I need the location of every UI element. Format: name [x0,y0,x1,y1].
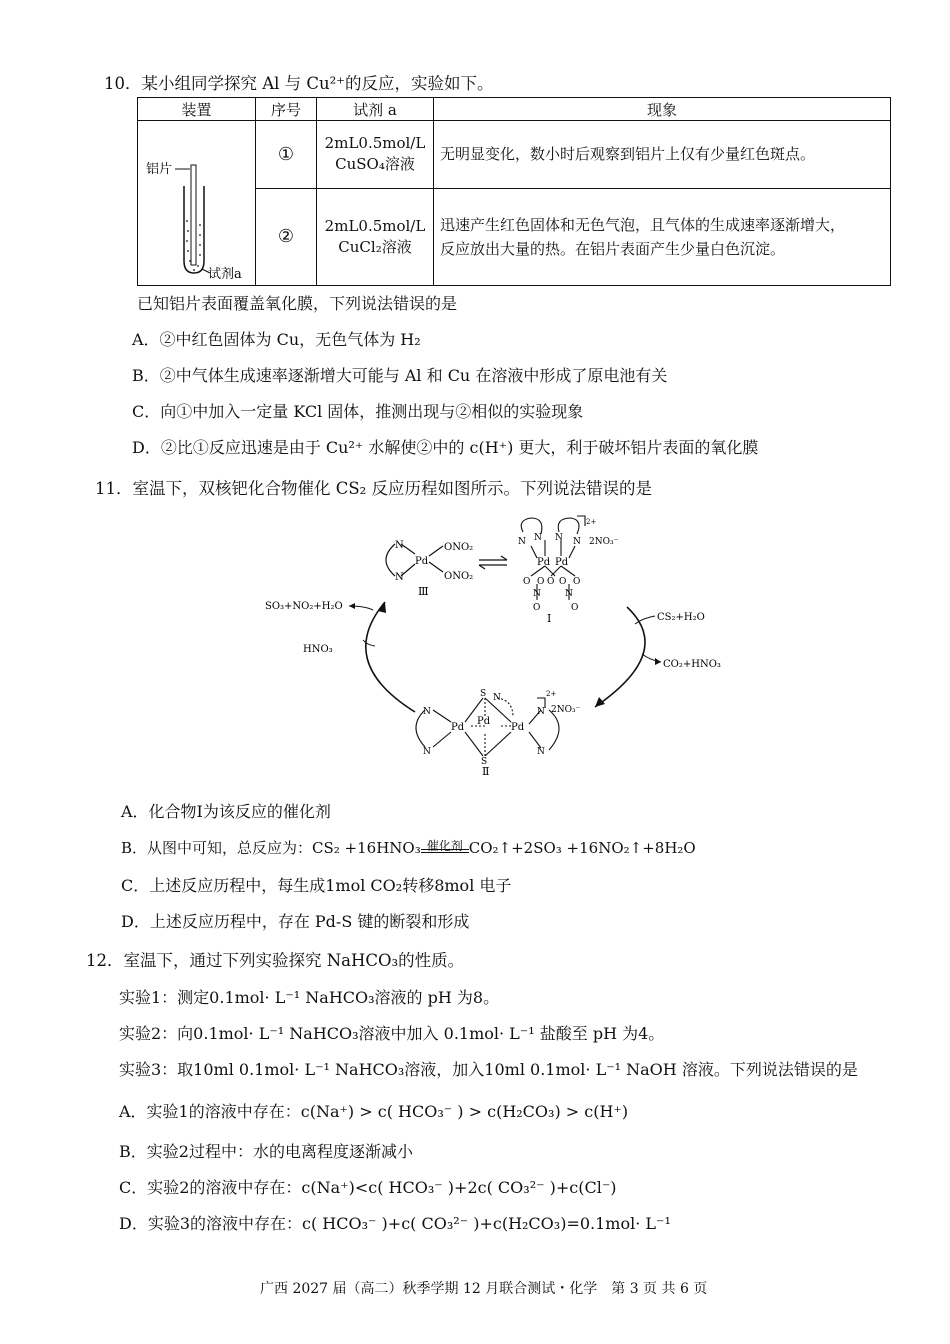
ono2-lower: ONO₂ [444,571,474,582]
svg-text:2+: 2+ [586,518,597,526]
header-reagent: 试剂 a [317,98,434,121]
counter-ion-i: 2NO₃⁻ [589,537,619,547]
q10-prompt: 已知铝片表面覆盖氧化膜，下列说法错误的是 [137,294,458,313]
left-cycle-arrow [366,602,415,712]
svg-text:O: O [559,577,567,587]
catalyst-arrow [421,839,469,858]
svg-text:Pd: Pd [451,722,465,733]
svg-text:N: N [534,533,542,543]
q10-option-c[interactable]: C．向①中加入一定量 KCl 固体，推测出现与②相似的实验现象 [132,402,584,421]
svg-text:N: N [423,707,431,717]
q12-experiment-3: 实验3：取10ml 0.1mol· L⁻¹ NaHCO₃溶液，加入10ml 0.1mol· L⁻¹ NaOH 溶液。下列说法错误的是 [119,1060,858,1079]
ono2-upper: ONO₂ [444,542,474,553]
q12-option-a[interactable]: A．实验1的溶液中存在：c(Na⁺) > c( HCO₃⁻ ) > c(H₂CO₃) > c(H⁺) [119,1102,629,1121]
svg-text:N: N [537,747,545,757]
q11-option-c[interactable]: C．上述反应历程中，每生成1mol CO₂转移8mol 电子 [121,876,512,895]
svg-text:N: N [395,540,404,551]
aluminum-label: 铝片 [146,162,173,177]
equilibrium-arrow [479,556,507,569]
q10-option-a[interactable]: A．②中红色固体为 Cu，无色气体为 H₂ [132,330,421,349]
catalyst-label: 催化剂 [426,839,463,853]
svg-text:Pd: Pd [415,556,429,567]
apparatus-cell [138,121,256,286]
row2-reagent-conc: 2mL0.5mol/L [324,216,426,235]
row2-phenomenon-line2: 反应放出大量的热。在铝片表面产生少量白色沉淀。 [440,239,786,258]
svg-text:S: S [481,757,488,767]
svg-text:N: N [423,747,431,757]
q12-option-c[interactable]: C．实验2的溶液中存在：c(Na⁺)<c( HCO₃⁻ )+2c( CO₃²⁻ )+c(Cl⁻) [119,1178,617,1197]
header-phenomenon: 现象 [434,98,891,121]
label-iii: Ⅲ [418,585,429,598]
test-tube-diagram [138,121,255,281]
svg-text:O: O [537,577,545,587]
label-i: Ⅰ [547,612,552,625]
row2-phenomenon-line1: 迅速产生红色固体和无色气泡，且气体的生成速率逐渐增大， [440,215,846,234]
svg-text:Pd: Pd [537,557,551,568]
svg-text:O: O [573,577,581,587]
svg-text:Pd: Pd [511,722,525,733]
svg-text:N: N [493,693,501,703]
q11-option-d[interactable]: D．上述反应历程中，存在 Pd-S 键的断裂和形成 [121,912,470,931]
catalytic-cycle-diagram [255,512,735,777]
svg-text:O: O [533,603,541,613]
q10-option-b[interactable]: B．②中气体生成速率逐渐增大可能与 Al 和 Cu 在溶液中形成了原电池有关 [132,366,668,385]
row1-number: ① [256,121,317,189]
q10-option-d[interactable]: D．②比①反应迅速是由于 Cu²⁺ 水解使②中的 c(H⁺) 更大，利于破坏铝片表面的氧化膜 [132,438,759,457]
row1-phenomenon: 无明显变化，数小时后观察到铝片上仅有少量红色斑点。 [434,121,891,189]
header-apparatus: 装置 [138,98,256,121]
reactant-right: CS₂+H₂O [657,612,705,623]
svg-text:Pd: Pd [477,716,491,727]
svg-text:N: N [518,537,526,547]
row1-reagent-name: CuSO₄溶液 [335,155,415,174]
svg-text:O: O [547,577,555,587]
svg-text:N: N [537,707,545,717]
page-footer: 广西 2027 届（高二）秋季学期 12 月联合测试・化学 第 3 页 共 6 页 [260,1281,708,1297]
reagent-a-label: 试剂a [208,267,242,281]
row2-phenomenon [434,188,891,285]
svg-text:N: N [565,589,573,599]
svg-text:N: N [395,572,404,583]
reactant-left: HNO₃ [303,644,333,655]
product-left: SO₃+NO₂+H₂O [265,601,343,612]
q12-option-d[interactable]: D．实验3的溶液中存在：c( HCO₃⁻ )+c( CO₃²⁻ )+c(H₂CO₃)=0.1mol· L⁻¹ [119,1214,671,1233]
row1-reagent [317,121,434,189]
experiment-table [137,97,891,286]
label-ii: Ⅱ [482,765,490,777]
complex-i [521,516,585,600]
q12-stem: 12．室温下，通过下列实验探究 NaHCO₃的性质。 [86,951,465,970]
row2-number: ② [256,188,317,285]
row2-reagent-name: CuCl₂溶液 [338,237,412,256]
q11-option-a[interactable]: A．化合物Ⅰ为该反应的催化剂 [121,802,331,821]
q11-stem: 11．室温下，双核钯化合物催化 CS₂ 反应历程如图所示。下列说法错误的是 [95,479,653,498]
q12-option-b[interactable]: B．实验2过程中：水的电离程度逐渐减小 [119,1142,413,1161]
svg-text:O: O [571,603,579,613]
svg-text:N: N [555,533,563,543]
svg-text:S: S [480,689,487,699]
row2-reagent [317,188,434,285]
q11-option-b-left: B．从图中可知，总反应为：CS₂ +16HNO₃ [121,839,421,857]
svg-text:N: N [573,537,581,547]
header-number: 序号 [256,98,317,121]
q12-experiment-2: 实验2：向0.1mol· L⁻¹ NaHCO₃溶液中加入 0.1mol· L⁻¹ 盐酸至 pH 为4。 [119,1024,665,1043]
counter-ion-ii: 2NO₃⁻ [551,705,581,715]
svg-text:Pd: Pd [555,557,569,568]
q10-stem: 10．某小组同学探究 Al 与 Cu²⁺的反应，实验如下。 [104,74,494,93]
svg-text:N: N [533,589,541,599]
product-right: CO₂+HNO₃ [663,659,721,670]
q12-experiment-1: 实验1：测定0.1mol· L⁻¹ NaHCO₃溶液的 pH 为8。 [119,988,500,1007]
svg-text:O: O [523,577,531,587]
q11-option-b-products: CO₂↑+2SO₃ +16NO₂↑+8H₂O [468,839,696,857]
svg-text:2+: 2+ [546,690,557,698]
q11-option-b[interactable] [121,837,696,858]
row1-reagent-conc: 2mL0.5mol/L [324,134,426,153]
